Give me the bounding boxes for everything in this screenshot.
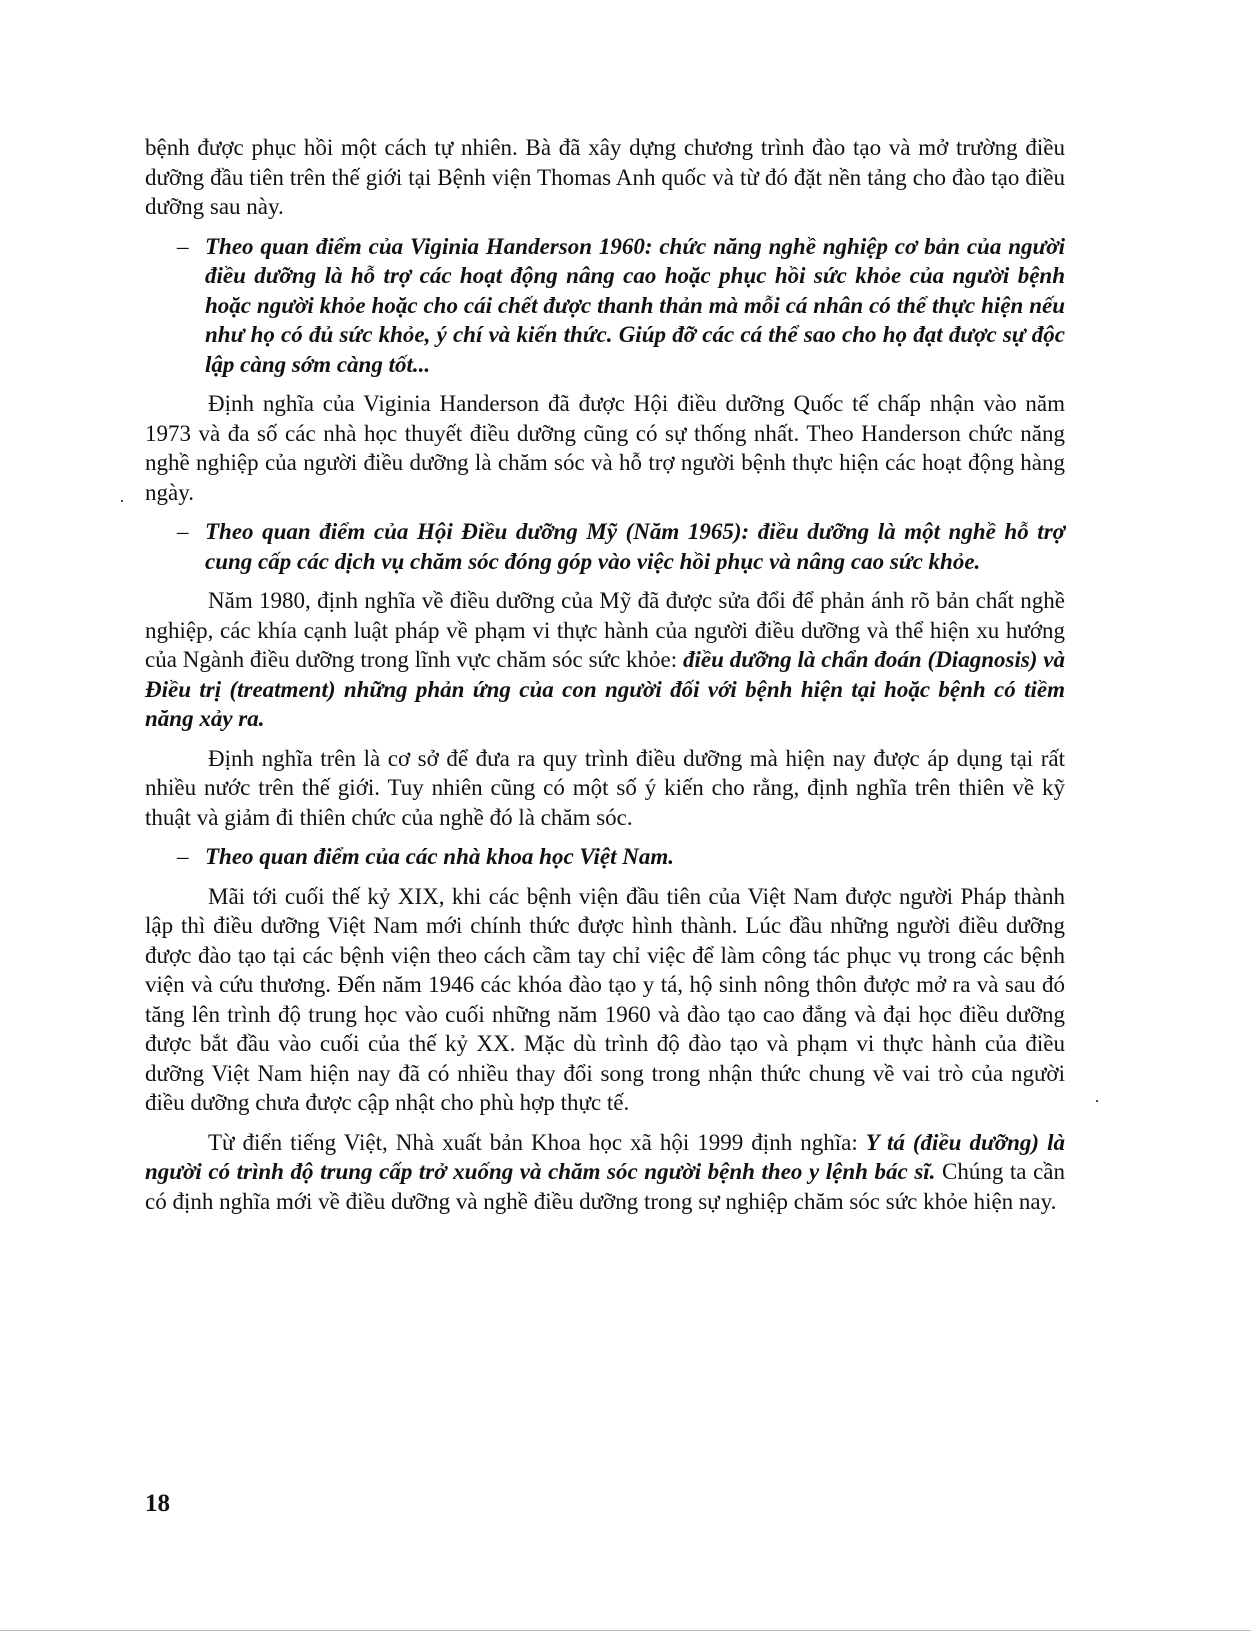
paragraph-1980-definition	[145, 586, 1065, 734]
paragraph-1: bệnh được phục hồi một cách tự nhiên. Bà đã xây dựng chương trình đào tạo và mở trường điều dưỡng đầu tiên trên thế giới tại Bệnh viện Thomas Anh quốc và từ đó đặt nền tảng cho đào tạo điều dưỡng sau này.	[145, 135, 1065, 219]
dash-marker: –	[177, 233, 189, 259]
bullet-henderson-text: Theo quan điểm của Viginia Handerson 1960: chức năng nghề nghiệp cơ bản của người điều dưỡng là hỗ trợ các hoạt động nâng cao hoặc phục hồi sức khỏe của người bệnh hoặc người khỏe hoặc cho cái chết được thanh thản mà mỗi cá nhân có thể thực hiện nếu như họ có đủ sức khỏe, ý chí và kiến thức. Giúp đỡ các cá thể sao cho họ đạt được sự độc lập càng sớm càng tốt...	[205, 233, 1065, 377]
paragraph-1980-emphasis: điều dưỡng là chẩn đoán (Diagnosis) và Điều trị (treatment) những phản ứng của con người đối với bệnh hiện tại hoặc bệnh có tiềm năng xảy ra.	[145, 647, 1066, 731]
paragraph-1980-text: Năm 1980, định nghĩa về điều dưỡng của Mỹ đã được sửa đổi để phản ánh rõ bản chất nghề nghiệp, các khía cạnh luật pháp về phạm vi thực hành của người điều dưỡng và thể hiện xu hướng của Ngành điều dưỡng trong lĩnh vực chăm sóc sức khỏe:	[145, 588, 1065, 672]
dash-marker: –	[177, 519, 189, 544]
bullet-henderson	[145, 232, 1065, 380]
bullet-vietnam-scientists-text: Theo quan điểm của các nhà khoa học Việt Nam.	[205, 844, 674, 869]
page-number: 18	[145, 1490, 170, 1517]
bullet-american-association-text: Theo quan điểm của Hội Điều dưỡng Mỹ (Năm 1965): điều dưỡng là một nghề hỗ trợ cung cấp các dịch vụ chăm sóc đóng góp vào việc hồi phục và nâng cao sức khỏe.	[205, 519, 1065, 574]
paragraph-vietnam-history: Mãi tới cuối thế kỷ XIX, khi các bệnh viện đầu tiên của Việt Nam được người Pháp thành lập thì điều dưỡng Việt Nam mới chính thức được hình thành. Lúc đầu những người điều dưỡng được đào tạo tại các bệnh viện theo cách cầm tay chỉ việc để làm công tác phục vụ trong các bệnh viện và cứu thương. Đến năm 1946 các khóa đào tạo y tá, hộ sinh nông thôn được mở ra và sau đó tăng lên trình độ trung học vào cuối những năm 1960 và đào tạo cao đẳng và đại học điều dưỡng được bắt đầu vào cuối của thế kỷ XX. Mặc dù trình độ đào tạo và phạm vi thực hành của điều dưỡng Việt Nam hiện nay đã có nhiều thay đổi song trong nhận thức chung về vai trò của người điều dưỡng chưa được cập nhật cho phù hợp thực tế.	[145, 883, 1065, 1115]
paragraph-nursing-process: Định nghĩa trên là cơ sở để đưa ra quy trình điều dưỡng mà hiện nay được áp dụng tại rất nhiều nước trên thế giới. Tuy nhiên cũng có một số ý kiến cho rằng, định nghĩa trên thiên về kỹ thuật và giảm đi thiên chức của nghề đó là chăm sóc.	[145, 745, 1065, 830]
paragraph-dictionary-text: Từ điển tiếng Việt, Nhà xuất bản Khoa học xã hội 1999 định nghĩa:	[208, 1129, 866, 1155]
paragraph-dictionary-definition	[145, 1128, 1065, 1217]
paragraph-dictionary-emphasis: Y tá (điều dưỡng) là người có trình độ trung cấp trở xuống và chăm sóc người bệnh theo y lệnh bác sĩ.	[145, 1129, 1065, 1184]
scan-edge-line	[0, 1630, 1251, 1631]
body-text	[145, 133, 1065, 1226]
paragraph-dictionary-tail: Chúng ta cần có định nghĩa mới về điều dưỡng và nghề điều dưỡng trong sự nghiệp chăm sóc sức khỏe hiện nay.	[145, 1159, 1065, 1214]
paragraph-henderson-definition: Định nghĩa của Viginia Handerson đã được Hội điều dưỡng Quốc tế chấp nhận vào năm 1973 và đa số các nhà học thuyết điều dưỡng cũng có sự thống nhất. Theo Handerson chức năng nghề nghiệp của người điều dưỡng là chăm sóc và hỗ trợ người bệnh thực hiện các hoạt động hàng ngày.	[145, 391, 1065, 505]
bullet-vietnam-scientists	[145, 842, 1065, 872]
scan-speck	[121, 500, 123, 502]
dash-marker: –	[177, 844, 189, 869]
bullet-american-association	[145, 517, 1065, 576]
scan-speck	[1096, 1100, 1098, 1102]
